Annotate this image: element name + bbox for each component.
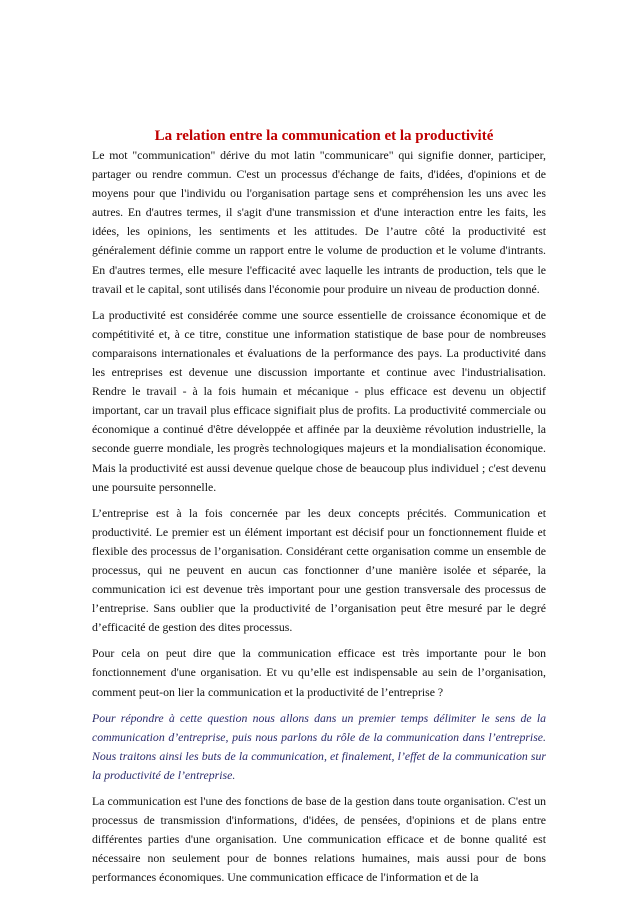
paragraph-enterprise: L’entreprise est à la fois concernée par les deux concepts précités. Communication et productivité. Le premier est un élément important est décisif pour un fonctionnement fluide et flexible des processus de l’organisation. Considérant cette organisation comme un ensemble de processus, qui ne peuvent en aucun cas fonctionner d’une manière isolée et séparée, la communication ici est devenue très important pour une gestion transversale des processus de l’entreprise. Sans oublier que la productivité de l’organisation peut être mesuré par le degré d’efficacité de gestion des dites processus. <box>92 505 546 635</box>
paragraph-communication-function: La communication est l'une des fonctions de base de la gestion dans toute organisation. C'est un processus de transmission d'informations, d'idées, de pensées, d'opinions et de plans entre différentes parties d'une organisation. Une communication efficace et de bonne qualité est nécessaire non seulement pour de bonnes relations humaines, mais aussi pour de bons performances économiques. Une communication efficace de l'information et de la <box>92 794 546 885</box>
paragraph-definitions: Le mot "communication" dérive du mot latin "communicare" qui signifie donner, participer, partager ou rendre commun. C'est un processus d'échange de faits, d'idées, d'opinions et de moyens pour que l'individu ou l'organisation partage sens et compréhension les uns avec les autres. En d'autres termes, il s'agit d'une transmission et d'une interaction entre les faits, les idées, les opinions, les sentiments et les attitudes. De l’autre côté la productivité est généralement définie comme un rapport entre le volume de production et le volume d'intrants. En d'autres termes, elle mesure l'efficacité avec laquelle les intrants de production, tels que le travail et le capital, sont utilisés dans l'économie pour produire un niveau de production donné. <box>92 148 546 296</box>
paragraph-plan: Pour répondre à cette question nous allons dans un premier temps délimiter le sens de la communication d’entreprise, puis nous parlons du rôle de la communication dans l’entreprise. Nous traitons ainsi les buts de la communication, et finalement, l’effet de la communication sur la productivité de l’entreprise. <box>92 710 546 782</box>
document-title: La relation entre la communication et la productivité <box>154 128 494 144</box>
document-page <box>92 126 546 894</box>
paragraph-productivity: La productivité est considérée comme une source essentielle de croissance économique et de compétitivité et, à ce titre, constitue une information statistique de base pour de nombreuses comparaisons internationales et évaluations de la performance des pays. La productivité dans les entreprises est devenue une discussion importante et continue avec l'industrialisation. Rendre le travail - à la fois humain et mécanique - plus efficace est devenu un objectif important, car un travail plus efficace signifiait plus de profits. La productivité commerciale ou économique a continué d'être développée et affinée par la deuxième révolution industrielle, la seconde guerre mondiale, les progrès technologiques majeurs et la mondialisation économique. Mais la productivité est aussi devenue quelque chose de beaucoup plus individuel ; c'est devenu une poursuite personnelle. <box>92 307 546 494</box>
paragraph-problematic: Pour cela on peut dire que la communication efficace est très importante pour le bon fonctionnement d'une organisation. Et vu qu’elle est indispensable au sein de l’organisation, comment peut-on lier la communication et la productivité de l’entreprise ? <box>92 646 546 699</box>
